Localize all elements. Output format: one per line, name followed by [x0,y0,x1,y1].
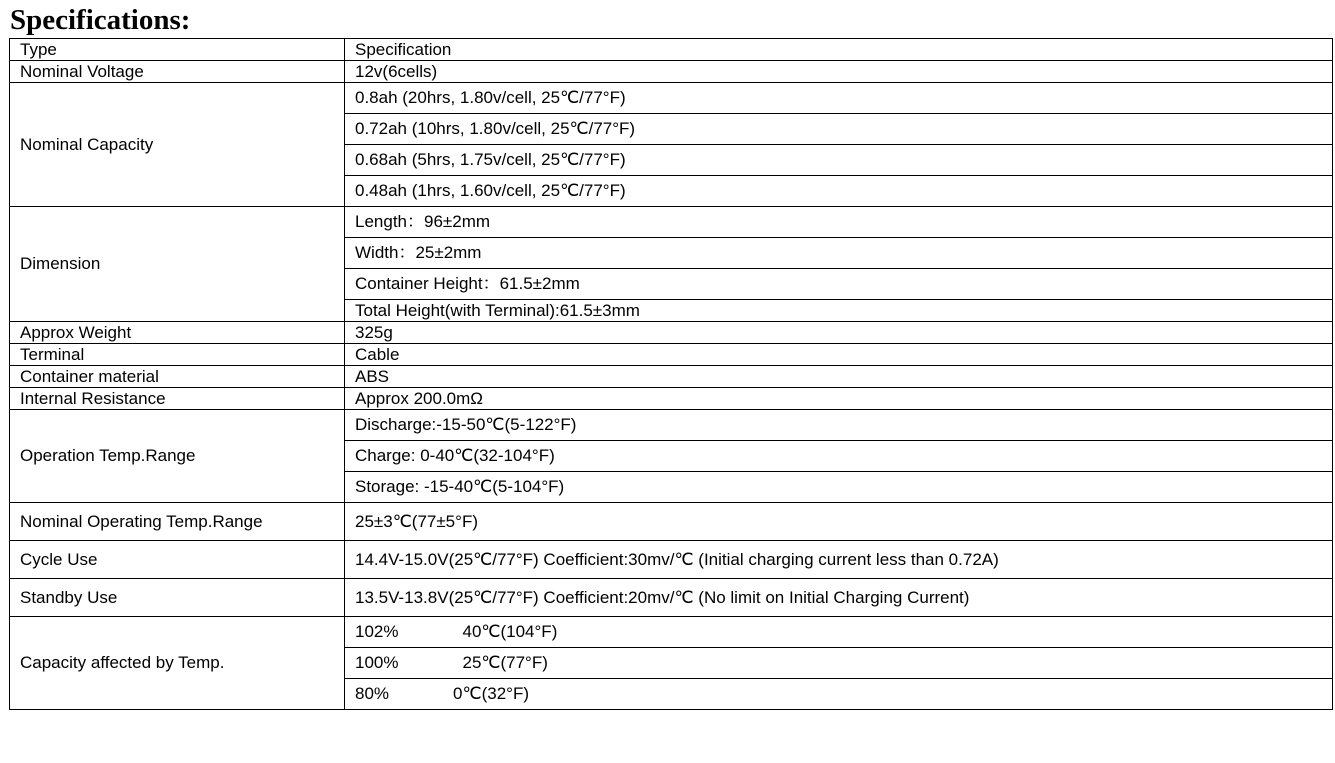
nominal-capacity-value: 0.48ah (1hrs, 1.60v/cell, 25℃/77°F) [345,176,1333,207]
internal-resistance-value: Approx 200.0mΩ [345,388,1333,410]
capacity-percent: 102% [355,622,399,641]
table-row [10,61,1333,83]
capacity-temp-value [345,648,1333,679]
nominal-capacity-value: 0.8ah (20hrs, 1.80v/cell, 25℃/77°F) [345,83,1333,114]
container-material-value: ABS [345,366,1333,388]
table-row [10,83,1333,114]
internal-resistance-label: Internal Resistance [10,388,345,410]
table-row [10,207,1333,238]
table-row [10,503,1333,541]
table-row [10,579,1333,617]
nominal-operating-temp-value: 25±3℃(77±5°F) [345,503,1333,541]
operation-temp-value: Storage: -15-40℃(5-104°F) [345,472,1333,503]
nominal-operating-temp-label: Nominal Operating Temp.Range [10,503,345,541]
table-row [10,617,1333,648]
nominal-capacity-value: 0.72ah (10hrs, 1.80v/cell, 25℃/77°F) [345,114,1333,145]
operation-temp-label: Operation Temp.Range [10,410,345,503]
nominal-voltage-value: 12v(6cells) [345,61,1333,83]
cycle-use-value: 14.4V-15.0V(25℃/77°F) Coefficient:30mv/℃ (Initial charging current less than 0.72A) [345,541,1333,579]
table-row [10,366,1333,388]
operation-temp-value: Discharge:-15-50℃(5-122°F) [345,410,1333,441]
table-row [10,344,1333,366]
approx-weight-value: 325g [345,322,1333,344]
dimension-value: Container Height：61.5±2mm [345,269,1333,300]
header-specification: Specification [345,39,1333,61]
cycle-use-label: Cycle Use [10,541,345,579]
dimension-value: Total Height(with Terminal):61.5±3mm [345,300,1333,322]
nominal-voltage-label: Nominal Voltage [10,61,345,83]
specifications-table [9,38,1333,710]
capacity-temp-label: Capacity affected by Temp. [10,617,345,710]
capacity-temp-value [345,679,1333,710]
table-row [10,388,1333,410]
dimension-value: Length：96±2mm [345,207,1333,238]
capacity-percent: 100% [355,653,399,672]
table-row [10,410,1333,441]
table-row [10,322,1333,344]
capacity-temperature: 25℃(77°F) [462,653,548,672]
dimension-value: Width：25±2mm [345,238,1333,269]
capacity-temperature: 0℃(32°F) [453,684,529,703]
standby-use-value: 13.5V-13.8V(25℃/77°F) Coefficient:20mv/℃ (No limit on Initial Charging Current) [345,579,1333,617]
terminal-value: Cable [345,344,1333,366]
capacity-percent: 80% [355,684,390,703]
table-row [10,541,1333,579]
capacity-temp-value [345,617,1333,648]
table-header-row [10,39,1333,61]
terminal-label: Terminal [10,344,345,366]
nominal-capacity-value: 0.68ah (5hrs, 1.75v/cell, 25℃/77°F) [345,145,1333,176]
dimension-label: Dimension [10,207,345,322]
header-type: Type [10,39,345,61]
operation-temp-value: Charge: 0-40℃(32-104°F) [345,441,1333,472]
standby-use-label: Standby Use [10,579,345,617]
page-title: Specifications: [10,4,191,36]
nominal-capacity-label: Nominal Capacity [10,83,345,207]
capacity-temperature: 40℃(104°F) [462,622,558,641]
approx-weight-label: Approx Weight [10,322,345,344]
container-material-label: Container material [10,366,345,388]
